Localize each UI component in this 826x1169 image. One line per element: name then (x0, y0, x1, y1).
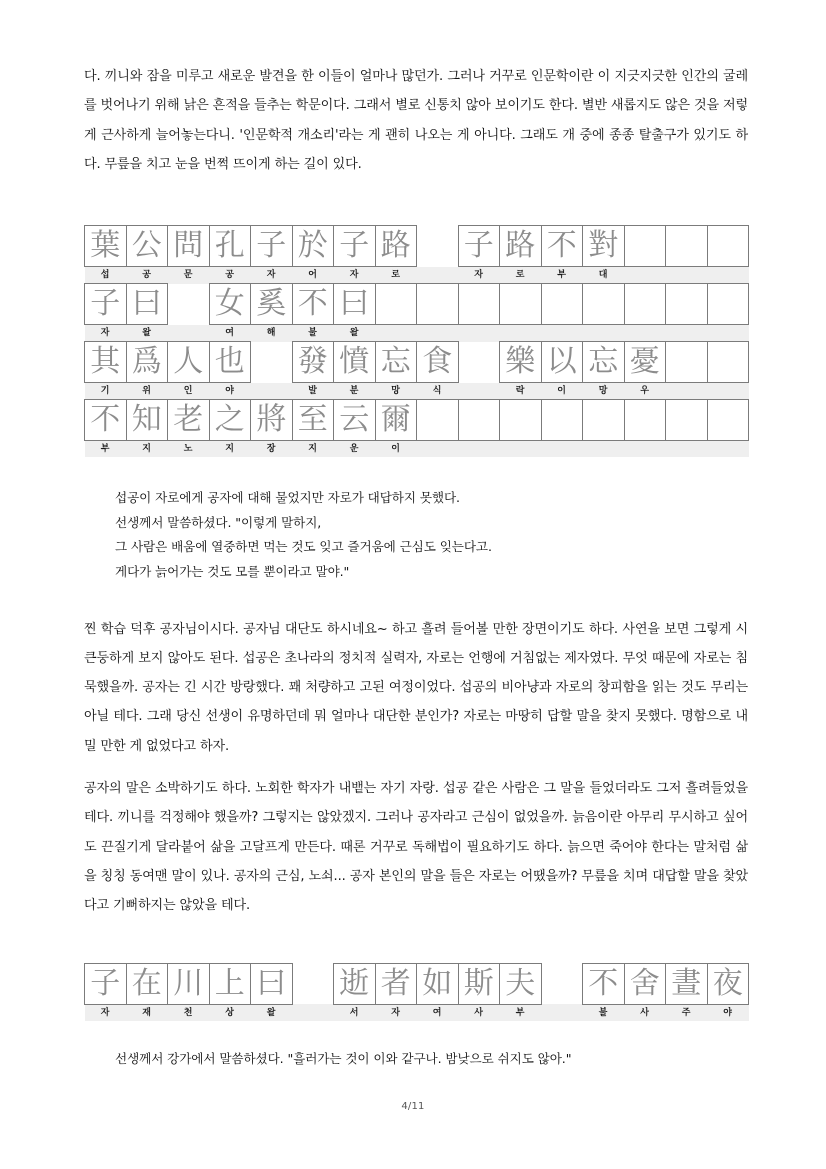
page-footer: 4/11 (401, 1101, 425, 1112)
hanja-cell: 夫 (500, 963, 542, 1004)
hanja-cell-empty (666, 342, 708, 383)
hanja-cell: 問 (168, 226, 210, 267)
hanja-cell: 公 (126, 226, 168, 267)
hanja-cell: 曰 (251, 963, 293, 1004)
hanja-cell: 忘 (583, 342, 625, 383)
reading-cell-empty (583, 441, 625, 458)
hanja-cell-empty (168, 284, 210, 325)
reading-cell: 천 (168, 1004, 210, 1021)
hanja-cell: 憤 (334, 342, 376, 383)
reading-cell: 락 (500, 383, 542, 400)
reading-cell: 분 (334, 383, 376, 400)
body-paragraph: 공자의 말은 소박하기도 하다. 노회한 학자가 내뱉는 자기 자랑. 섭공 같은 사람은 그 말을 들었더라도 그저 흘려들었을 테다. 끼니를 걱정해야 했을까? 그렇지는 않았겠지. 그러나 공자라고 근심이 없었을까. 늙음이란 아무리 무시하고 싶어도 끈질기게 달라붙어 삶을 고달프게 만든다. 때론 거꾸로 독해법이 필요하기도 하다. 늙으면 죽어야 한다는 말처럼 삶을 칭칭 동여맨 말이 있나. 공자의 근심, 노쇠... 공자 본인의 말을 들은 자로는 어땠을까? 무릎을 치며 대답할 말을 찾았다고 기뻐하지는 않았을 테다. (84, 781, 748, 914)
hanja-cell: 以 (541, 342, 583, 383)
reading-cell-empty (707, 383, 749, 400)
body-paragraphs (84, 615, 748, 921)
hanja-cell: 不 (85, 400, 127, 441)
hanja-cell-empty (251, 342, 293, 383)
hanja-cell-empty (458, 400, 500, 441)
hanja-row (85, 284, 749, 325)
hanja-cell-empty (541, 963, 583, 1004)
hanja-cell-empty (624, 400, 666, 441)
reading-cell: 발 (292, 383, 334, 400)
reading-cell: 부 (541, 267, 583, 284)
reading-cell: 로 (375, 267, 417, 284)
hanja-cell: 其 (85, 342, 127, 383)
reading-cell: 공 (126, 267, 168, 284)
hanja-cell: 曰 (334, 284, 376, 325)
reading-cell: 부 (85, 441, 127, 458)
reading-cell: 야 (707, 1004, 749, 1021)
reading-cell: 문 (168, 267, 210, 284)
reading-cell-empty (541, 1004, 583, 1021)
hanja-cell-empty (583, 400, 625, 441)
reading-cell-empty (458, 325, 500, 342)
hanja-cell: 不 (292, 284, 334, 325)
reading-cell: 여 (209, 325, 251, 342)
reading-cell: 자 (458, 267, 500, 284)
reading-cell: 지 (209, 441, 251, 458)
reading-cell-empty (707, 267, 749, 284)
reading-cell: 지 (292, 441, 334, 458)
reading-cell: 섭 (85, 267, 127, 284)
page-content (84, 62, 748, 1071)
hanja-table-2-body (85, 963, 749, 1021)
reading-cell-empty (707, 441, 749, 458)
reading-cell: 어 (292, 267, 334, 284)
hanja-cell: 曰 (126, 284, 168, 325)
reading-cell: 공 (209, 267, 251, 284)
hanja-table-1-body (85, 226, 749, 458)
hanja-cell: 對 (583, 226, 625, 267)
translation-line: 그 사람은 배움에 열중하면 먹는 것도 잊고 즐거움에 근심도 잊는다고. (115, 539, 492, 555)
hanja-cell-empty (624, 226, 666, 267)
reading-cell: 장 (251, 441, 293, 458)
reading-cell: 지 (126, 441, 168, 458)
hanja-cell: 晝 (666, 963, 708, 1004)
hanja-cell: 逝 (334, 963, 376, 1004)
hanja-cell: 夜 (707, 963, 749, 1004)
reading-cell-empty (500, 325, 542, 342)
body-paragraph: 찐 학습 덕후 공자님이시다. 공자님 대단도 하시네요~ 하고 흘려 들어볼 만한 장면이기도 하다. 사연을 보면 그렇게 시큰둥하게 보지 않아도 된다. 섭공은 초나라의 정치적 실력자, 자로는 언행에 거침없는 제자였다. 무엇 때문에 자로는 침묵했을까. 공자는 긴 시간 방랑했다. 꽤 처량하고 고된 여정이었다. 섭공의 비아냥과 자로의 창피함을 읽는 것도 무리는 아닐 테다. 그래 당신 선생이 유명하던데 뭐 얼마나 대단한 분인가? 자로는 마땅히 답할 말을 찾지 못했다. 명함으로 내밀 만한 게 없었다고 하자. (84, 621, 748, 754)
hanja-cell-empty (500, 400, 542, 441)
reading-cell: 부 (500, 1004, 542, 1021)
reading-cell: 주 (666, 1004, 708, 1021)
hanja-cell: 女 (209, 284, 251, 325)
reading-cell: 인 (168, 383, 210, 400)
reading-row (85, 441, 749, 458)
hanja-cell-empty (541, 284, 583, 325)
hanja-cell: 在 (126, 963, 168, 1004)
hanja-cell-empty (707, 226, 749, 267)
hanja-table-1-wrapper (84, 225, 748, 457)
reading-cell: 재 (126, 1004, 168, 1021)
reading-cell: 운 (334, 441, 376, 458)
reading-cell: 왈 (251, 1004, 293, 1021)
reading-cell-empty (666, 267, 708, 284)
hanja-cell-empty (292, 963, 334, 1004)
hanja-cell-empty (624, 284, 666, 325)
reading-cell: 식 (417, 383, 459, 400)
translation-line: 섭공이 자로에게 공자에 대해 물었지만 자로가 대답하지 못했다. (115, 490, 460, 506)
reading-cell: 해 (251, 325, 293, 342)
reading-cell: 노 (168, 441, 210, 458)
hanja-table-2 (84, 963, 749, 1021)
translation-line: 선생께서 말씀하셨다. "이렇게 말하지, (115, 514, 322, 530)
reading-cell: 자 (85, 1004, 127, 1021)
reading-cell-empty (666, 441, 708, 458)
reading-cell-empty (417, 267, 459, 284)
hanja-cell-empty (417, 284, 459, 325)
translation-block-1 (115, 486, 748, 584)
reading-cell: 이 (375, 441, 417, 458)
reading-cell: 자 (375, 1004, 417, 1021)
hanja-table-1 (84, 225, 749, 457)
hanja-cell: 子 (251, 226, 293, 267)
hanja-cell: 葉 (85, 226, 127, 267)
translation-block-2 (115, 1047, 748, 1072)
reading-cell: 위 (126, 383, 168, 400)
hanja-cell: 云 (334, 400, 376, 441)
hanja-cell: 奚 (251, 284, 293, 325)
hanja-cell: 樂 (500, 342, 542, 383)
reading-cell-empty (624, 441, 666, 458)
hanja-cell: 如 (417, 963, 459, 1004)
reading-cell-empty (707, 325, 749, 342)
hanja-cell-empty (707, 342, 749, 383)
hanja-cell: 憂 (624, 342, 666, 383)
hanja-cell: 孔 (209, 226, 251, 267)
reading-cell-empty (417, 325, 459, 342)
hanja-cell-empty (666, 226, 708, 267)
reading-cell: 대 (583, 267, 625, 284)
reading-cell: 로 (500, 267, 542, 284)
reading-cell: 야 (209, 383, 251, 400)
hanja-cell: 爾 (375, 400, 417, 441)
hanja-cell: 人 (168, 342, 210, 383)
hanja-cell-empty (666, 400, 708, 441)
hanja-table-2-wrapper (84, 963, 748, 1021)
reading-cell-empty (458, 441, 500, 458)
hanja-cell: 上 (209, 963, 251, 1004)
hanja-cell-empty (458, 284, 500, 325)
reading-cell-empty (541, 325, 583, 342)
hanja-cell: 爲 (126, 342, 168, 383)
hanja-cell: 忘 (375, 342, 417, 383)
hanja-cell: 川 (168, 963, 210, 1004)
hanja-cell: 食 (417, 342, 459, 383)
hanja-cell: 子 (334, 226, 376, 267)
hanja-cell: 子 (85, 963, 127, 1004)
reading-cell-empty (375, 325, 417, 342)
reading-cell-empty (458, 383, 500, 400)
hanja-cell-empty (375, 284, 417, 325)
reading-cell-empty (292, 1004, 334, 1021)
reading-cell-empty (666, 325, 708, 342)
hanja-cell: 子 (458, 226, 500, 267)
reading-cell: 여 (417, 1004, 459, 1021)
reading-cell-empty (500, 441, 542, 458)
hanja-cell: 不 (541, 226, 583, 267)
hanja-cell-empty (417, 400, 459, 441)
hanja-cell-empty (583, 284, 625, 325)
hanja-cell-empty (707, 400, 749, 441)
reading-cell: 사 (458, 1004, 500, 1021)
reading-cell: 이 (541, 383, 583, 400)
reading-row (85, 383, 749, 400)
reading-row (85, 1004, 749, 1021)
hanja-cell: 斯 (458, 963, 500, 1004)
reading-cell-empty (168, 325, 210, 342)
reading-cell: 왈 (126, 325, 168, 342)
hanja-cell-empty (666, 284, 708, 325)
hanja-cell: 於 (292, 226, 334, 267)
hanja-cell: 路 (375, 226, 417, 267)
hanja-row (85, 226, 749, 267)
hanja-cell: 不 (583, 963, 625, 1004)
reading-cell: 기 (85, 383, 127, 400)
reading-cell-empty (417, 441, 459, 458)
reading-cell: 서 (334, 1004, 376, 1021)
reading-cell-empty (583, 325, 625, 342)
hanja-row (85, 400, 749, 441)
hanja-cell: 也 (209, 342, 251, 383)
reading-cell-empty (624, 325, 666, 342)
hanja-cell: 至 (292, 400, 334, 441)
reading-cell: 자 (251, 267, 293, 284)
hanja-cell: 子 (85, 284, 127, 325)
reading-cell: 상 (209, 1004, 251, 1021)
hanja-row (85, 963, 749, 1004)
reading-cell: 우 (624, 383, 666, 400)
hanja-row (85, 342, 749, 383)
translation-line: 게다가 늙어가는 것도 모를 뿐이라고 말야." (115, 563, 350, 579)
hanja-cell: 將 (251, 400, 293, 441)
reading-cell: 사 (624, 1004, 666, 1021)
hanja-cell-empty (541, 400, 583, 441)
reading-cell-empty (666, 383, 708, 400)
hanja-cell-empty (707, 284, 749, 325)
hanja-cell-empty (500, 284, 542, 325)
reading-cell: 망 (583, 383, 625, 400)
translation-line: 선생께서 강가에서 말씀하셨다. "흘러가는 것이 이와 같구나. 밤낮으로 쉬지도 않아." (115, 1050, 572, 1066)
hanja-cell: 之 (209, 400, 251, 441)
reading-cell: 자 (334, 267, 376, 284)
reading-cell: 불 (583, 1004, 625, 1021)
reading-cell-empty (624, 267, 666, 284)
reading-row (85, 325, 749, 342)
hanja-cell: 路 (500, 226, 542, 267)
hanja-cell: 知 (126, 400, 168, 441)
hanja-cell: 發 (292, 342, 334, 383)
hanja-cell: 者 (375, 963, 417, 1004)
reading-cell: 불 (292, 325, 334, 342)
intro-paragraph: 다. 끼니와 잠을 미루고 새로운 발견을 한 이들이 얼마나 많던가. 그러나 거꾸로 인문학이란 이 지긋지긋한 인간의 굴레를 벗어나기 위해 낡은 흔적을 들추는 학문이다. 그래서 별로 신통치 않아 보이기도 한다. 별반 새롭지도 않은 것을 저렇게 근사하게 늘어놓는다니. '인문학적 개소리'라는 게 괜히 나오는 게 아니다. 그래도 개 중에 종종 탈출구가 있기도 하다. 무릎을 치고 눈을 번쩍 뜨이게 하는 길이 있다. (84, 69, 748, 172)
reading-cell-empty (251, 383, 293, 400)
hanja-cell: 老 (168, 400, 210, 441)
reading-row (85, 267, 749, 284)
reading-cell: 왈 (334, 325, 376, 342)
reading-cell-empty (541, 441, 583, 458)
hanja-cell-empty (417, 226, 459, 267)
reading-cell: 망 (375, 383, 417, 400)
reading-cell: 자 (85, 325, 127, 342)
hanja-cell-empty (458, 342, 500, 383)
hanja-cell: 舍 (624, 963, 666, 1004)
